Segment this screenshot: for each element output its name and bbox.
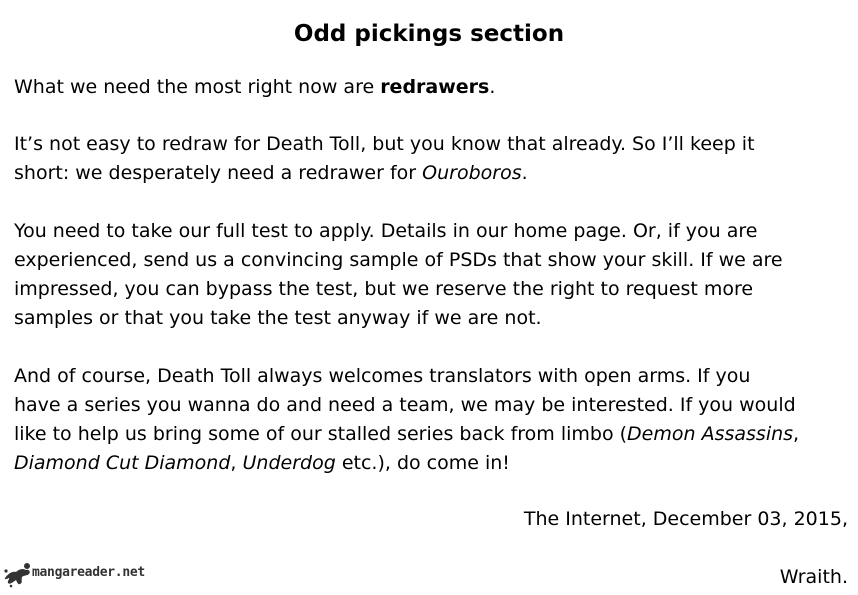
text-run: short: we desperately need a redrawer for <box>14 162 423 184</box>
splat-figure-icon <box>2 560 32 588</box>
italic-title-ouroboros: Ouroboros <box>422 162 522 184</box>
bold-text-redrawers: redrawers <box>380 76 490 98</box>
text-run: , <box>793 423 800 445</box>
text-line: have a series you wanna do and need a team, we may be interested. If you would <box>14 394 796 416</box>
text-line: experienced, send us a convincing sample of PSDs that show your skill. If we are <box>14 249 783 271</box>
paragraph-test-application <box>14 217 852 333</box>
italic-title-diamond-cut-diamond: Diamond Cut Diamond <box>14 452 231 474</box>
text-run: . <box>521 162 528 184</box>
text-run: etc.), do come in! <box>335 452 510 474</box>
text-line <box>14 449 852 478</box>
page-title: Odd pickings section <box>293 21 565 47</box>
paragraph-redrawers-needed <box>14 73 852 102</box>
text-line: impressed, you can bypass the test, but we reserve the right to request more <box>14 278 754 300</box>
text-line: It’s not easy to redraw for Death Toll, but you know that already. So I’ll keep it <box>14 133 755 155</box>
text-line <box>14 73 852 102</box>
mangareader-watermark <box>2 560 158 588</box>
signature: Wraith. <box>779 566 848 588</box>
italic-title-underdog: Underdog <box>242 452 336 474</box>
paragraph-redrawer-ouroboros <box>14 130 852 188</box>
text-line: And of course, Death Toll always welcomes translators with open arms. If you <box>14 365 751 387</box>
text-run: . <box>489 76 496 98</box>
text-line: samples or that you take the test anyway if we are not. <box>14 307 542 329</box>
text-run: What we need the most right now are <box>14 76 381 98</box>
text-line <box>14 420 852 449</box>
text-run: like to help us bring some of our stalled series back from limbo ( <box>14 423 628 445</box>
watermark-text: mangareader.net <box>32 565 145 580</box>
date-line: The Internet, December 03, 2015, <box>523 508 848 530</box>
text-run: , <box>230 452 243 474</box>
text-line <box>14 159 852 188</box>
paragraph-translators-welcome <box>14 362 852 478</box>
text-line: You need to take our full test to apply. Details in our home page. Or, if you are <box>14 220 758 242</box>
italic-title-demon-assassins: Demon Assassins <box>627 423 794 445</box>
